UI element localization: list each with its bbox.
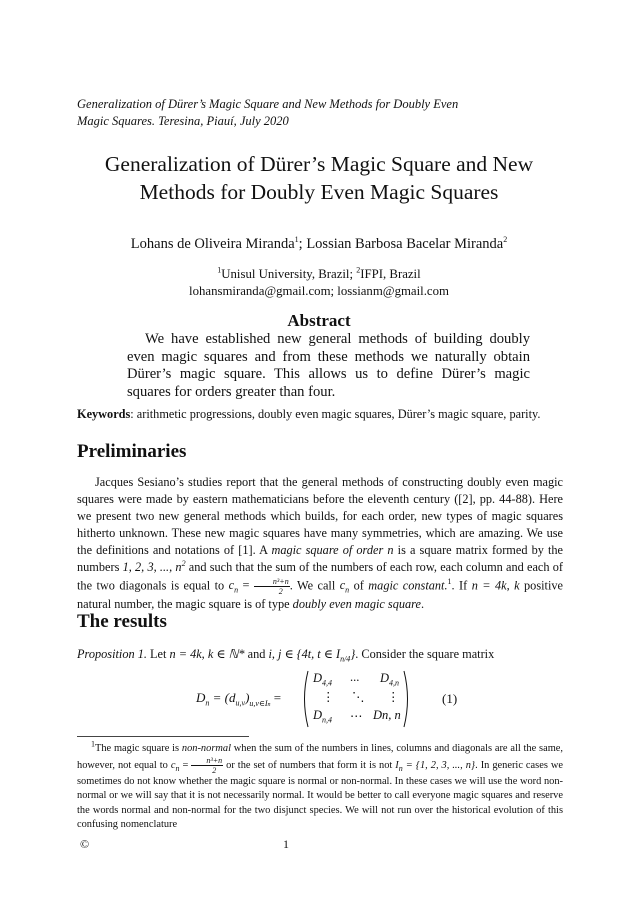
cell-31-base: D bbox=[313, 708, 323, 722]
proposition-1 bbox=[77, 646, 577, 663]
numbers-range-base: 1, 2, 3, ..., n bbox=[122, 560, 182, 575]
equation-lhs bbox=[196, 690, 281, 706]
matrix-cell-3-2: ⋯ bbox=[350, 709, 363, 723]
footnote-text-3: or the set of numbers that form it is not bbox=[223, 760, 396, 772]
footnote-set: = {1, 2, 3, ..., n} bbox=[402, 760, 476, 772]
numbers-range-exp: 2 bbox=[181, 559, 186, 569]
affiliation-line bbox=[40, 266, 598, 283]
equation-1 bbox=[196, 670, 526, 730]
prelim-text-3: and such that the sum of the numbers of each row, each column and each of the two diagonals is equal to bbox=[77, 560, 563, 592]
eq-equals: = bbox=[270, 690, 282, 705]
footnote-equals: = bbox=[179, 760, 192, 772]
term-magic-square-order-n: magic square of order n bbox=[271, 543, 394, 558]
abstract-text: We have established new general methods of building doubly even magic squares and from these methods we naturally obtain Dürer’s magic square. This allows us to define Dürer’s magic squares for orders greater than four. bbox=[127, 331, 530, 400]
term-magic-constant: magic constant. bbox=[368, 577, 448, 592]
matrix-cell-2-1: ⋮ bbox=[322, 690, 335, 704]
cn-symbol-ref bbox=[339, 577, 350, 595]
eq-index-set-sub: n bbox=[267, 701, 271, 708]
footnote-divider bbox=[77, 736, 249, 737]
eq-mid-sub: u,v bbox=[235, 698, 246, 708]
prop-math-2-sub: n/4 bbox=[340, 654, 351, 664]
paper-title bbox=[60, 150, 578, 206]
cn-symbol-2: c bbox=[339, 577, 346, 592]
running-head-line-1: Generalization of Dürer’s Magic Square and New Methods for Doubly Even bbox=[77, 97, 459, 111]
equation-number: (1) bbox=[442, 691, 458, 706]
matrix-cell-1-2: ... bbox=[350, 670, 360, 684]
author-emails: lohansmiranda@gmail.com; lossianm@gmail.com bbox=[189, 284, 449, 298]
keywords-label: Keywords bbox=[77, 407, 131, 421]
fraction-numerator: n³+n bbox=[254, 577, 290, 587]
matrix-cell-3-3: Dn, n bbox=[373, 708, 401, 722]
fraction-denominator: 2 bbox=[278, 586, 283, 596]
matrix-cell-2-3: ⋮ bbox=[387, 690, 400, 704]
running-head bbox=[77, 96, 567, 130]
equals-sign: = bbox=[238, 577, 254, 592]
cn-subscript-2: n bbox=[345, 585, 350, 595]
term-doubly-even: doubly even magic square bbox=[292, 596, 421, 611]
term-non-normal: non-normal bbox=[181, 743, 231, 754]
affil-institution-2: IFPI, Brazil bbox=[360, 267, 421, 281]
cell-11-base: D bbox=[313, 671, 323, 685]
author-list bbox=[40, 236, 598, 253]
footnote-mark: 1 bbox=[91, 739, 95, 749]
block-matrix bbox=[300, 670, 412, 728]
footnote-text-1: The magic square is bbox=[95, 743, 182, 754]
title-line-1: Generalization of Dürer’s Magic Square and New bbox=[104, 152, 534, 176]
prop-math-2-base: i, j ∈ {4t, t ∈ I bbox=[268, 647, 341, 661]
footnote-cn bbox=[170, 756, 223, 776]
prelim-text-2: is a square matrix formed by the numbers bbox=[77, 543, 564, 575]
footnote-text-5: . In generic cases we sometimes do not know whether the magic square is normal or non-normal. In these cases we will use the word non-normal or we will say that it is not necessarily normal. It would be better to call everyone magic squares and reserve the words normal and non-normal for the two disjunct species. We will not run over the historical evolution of this confusing nomenclature bbox=[77, 760, 563, 830]
title-line-2: Methods for Doubly Even Magic Squares bbox=[139, 180, 499, 204]
matrix-right-paren bbox=[402, 670, 412, 728]
prop-math-2 bbox=[268, 647, 356, 664]
matrix-cell-1-3 bbox=[380, 671, 399, 686]
matrix-cell-3-1 bbox=[313, 708, 332, 723]
cell-13-sub: 4,n bbox=[389, 678, 400, 688]
preliminaries-paragraph bbox=[77, 474, 563, 613]
affil-mark-2: 2 bbox=[356, 265, 361, 275]
cn-subscript: n bbox=[234, 585, 239, 595]
section-heading-preliminaries: Preliminaries bbox=[77, 441, 187, 462]
running-head-line-2: Magic Squares. Teresina, Piauí, July 2020 bbox=[77, 114, 289, 128]
footnote-1 bbox=[77, 739, 564, 832]
footnote-fraction bbox=[191, 756, 223, 775]
prop-text-2: and bbox=[244, 647, 269, 661]
prop-text-1: Let bbox=[146, 647, 170, 661]
prelim-text-7: positive natural number, the magic square is of type bbox=[77, 577, 563, 611]
prelim-text-1: Jacques Sesiano’s studies report that the general methods of constructing doubly even magic squares were made by eastern mathematicians before the eleventh century ([2], pp. 44-88). Here we present two new general methods which builds, for each order, new types of magic squares hitherto unknown. These new magic squares have many symmetries, which are amazing. We use the definitions and notations of [1]. A bbox=[77, 475, 563, 558]
footnote-In bbox=[395, 760, 476, 774]
abstract-heading: Abstract bbox=[287, 311, 351, 330]
cn-symbol: c bbox=[228, 577, 235, 592]
prop-math-1: n = 4k, k ∈ ℕ* bbox=[169, 647, 245, 661]
author-1: Lohans de Oliveira Miranda bbox=[130, 236, 295, 252]
keywords bbox=[77, 407, 607, 422]
author-separator: ; bbox=[298, 236, 307, 252]
cell-13-base: D bbox=[380, 671, 390, 685]
footnote-cn-base: c bbox=[170, 760, 176, 772]
eq-mid: = (d bbox=[209, 690, 236, 705]
page-number: 1 bbox=[283, 837, 289, 851]
matrix-cell-2-2: ⋱ bbox=[352, 690, 365, 704]
magic-constant-fraction bbox=[254, 577, 290, 596]
eq-lhs-sub: n bbox=[205, 698, 210, 708]
cell-11-sub: 4,4 bbox=[322, 678, 333, 688]
matrix-cell-1-1 bbox=[313, 671, 332, 686]
footnote-ref-1[interactable]: 1 bbox=[447, 576, 452, 586]
footnote-cn-sub: n bbox=[175, 764, 180, 774]
footnote-frac-den: 2 bbox=[212, 766, 217, 776]
affil-mark-1: 1 bbox=[217, 265, 222, 275]
matrix-left-paren bbox=[300, 670, 310, 728]
footnote-In-base: I bbox=[395, 760, 399, 772]
footnote-text-2: when the sum of the numbers in lines, columns and diagonals are all the same, however, not equal to bbox=[77, 743, 564, 772]
footnote-frac-num: n³+n bbox=[191, 756, 223, 766]
prop-math-2-end: } bbox=[350, 647, 356, 661]
prelim-text-4: . We call bbox=[289, 577, 340, 592]
numbers-range bbox=[123, 560, 186, 574]
copyright-symbol: © bbox=[80, 837, 90, 851]
prop-text-3: . Consider the square matrix bbox=[355, 647, 495, 661]
footnote-In-sub: n bbox=[398, 764, 403, 774]
keywords-text: : arithmetic progressions, doubly even magic squares, Dürer’s magic square, parity. bbox=[130, 407, 541, 421]
affil-institution-1: Unisul University, Brazil; bbox=[221, 267, 357, 281]
eq-lhs-symbol: D bbox=[196, 690, 206, 705]
author-1-mark: 1 bbox=[294, 235, 299, 245]
cell-31-sub: n,4 bbox=[322, 715, 333, 725]
author-2: Lossian Barbosa Bacelar Miranda bbox=[306, 236, 504, 252]
section-heading-results: The results bbox=[77, 611, 167, 632]
magic-constant-formula bbox=[228, 576, 290, 596]
prelim-text-5: of bbox=[349, 577, 369, 592]
eq-index-set-base: u,v∈I bbox=[249, 698, 268, 708]
doubly-even-condition: n = 4k, k bbox=[471, 577, 520, 592]
author-2-mark: 2 bbox=[503, 235, 508, 245]
prelim-text-8: . bbox=[420, 596, 425, 611]
proposition-label: Proposition 1. bbox=[77, 647, 147, 661]
affiliations bbox=[40, 266, 598, 300]
prelim-text-6: . If bbox=[451, 577, 472, 592]
eq-index-set bbox=[249, 699, 270, 708]
eq-mid-2: ) bbox=[245, 690, 250, 705]
